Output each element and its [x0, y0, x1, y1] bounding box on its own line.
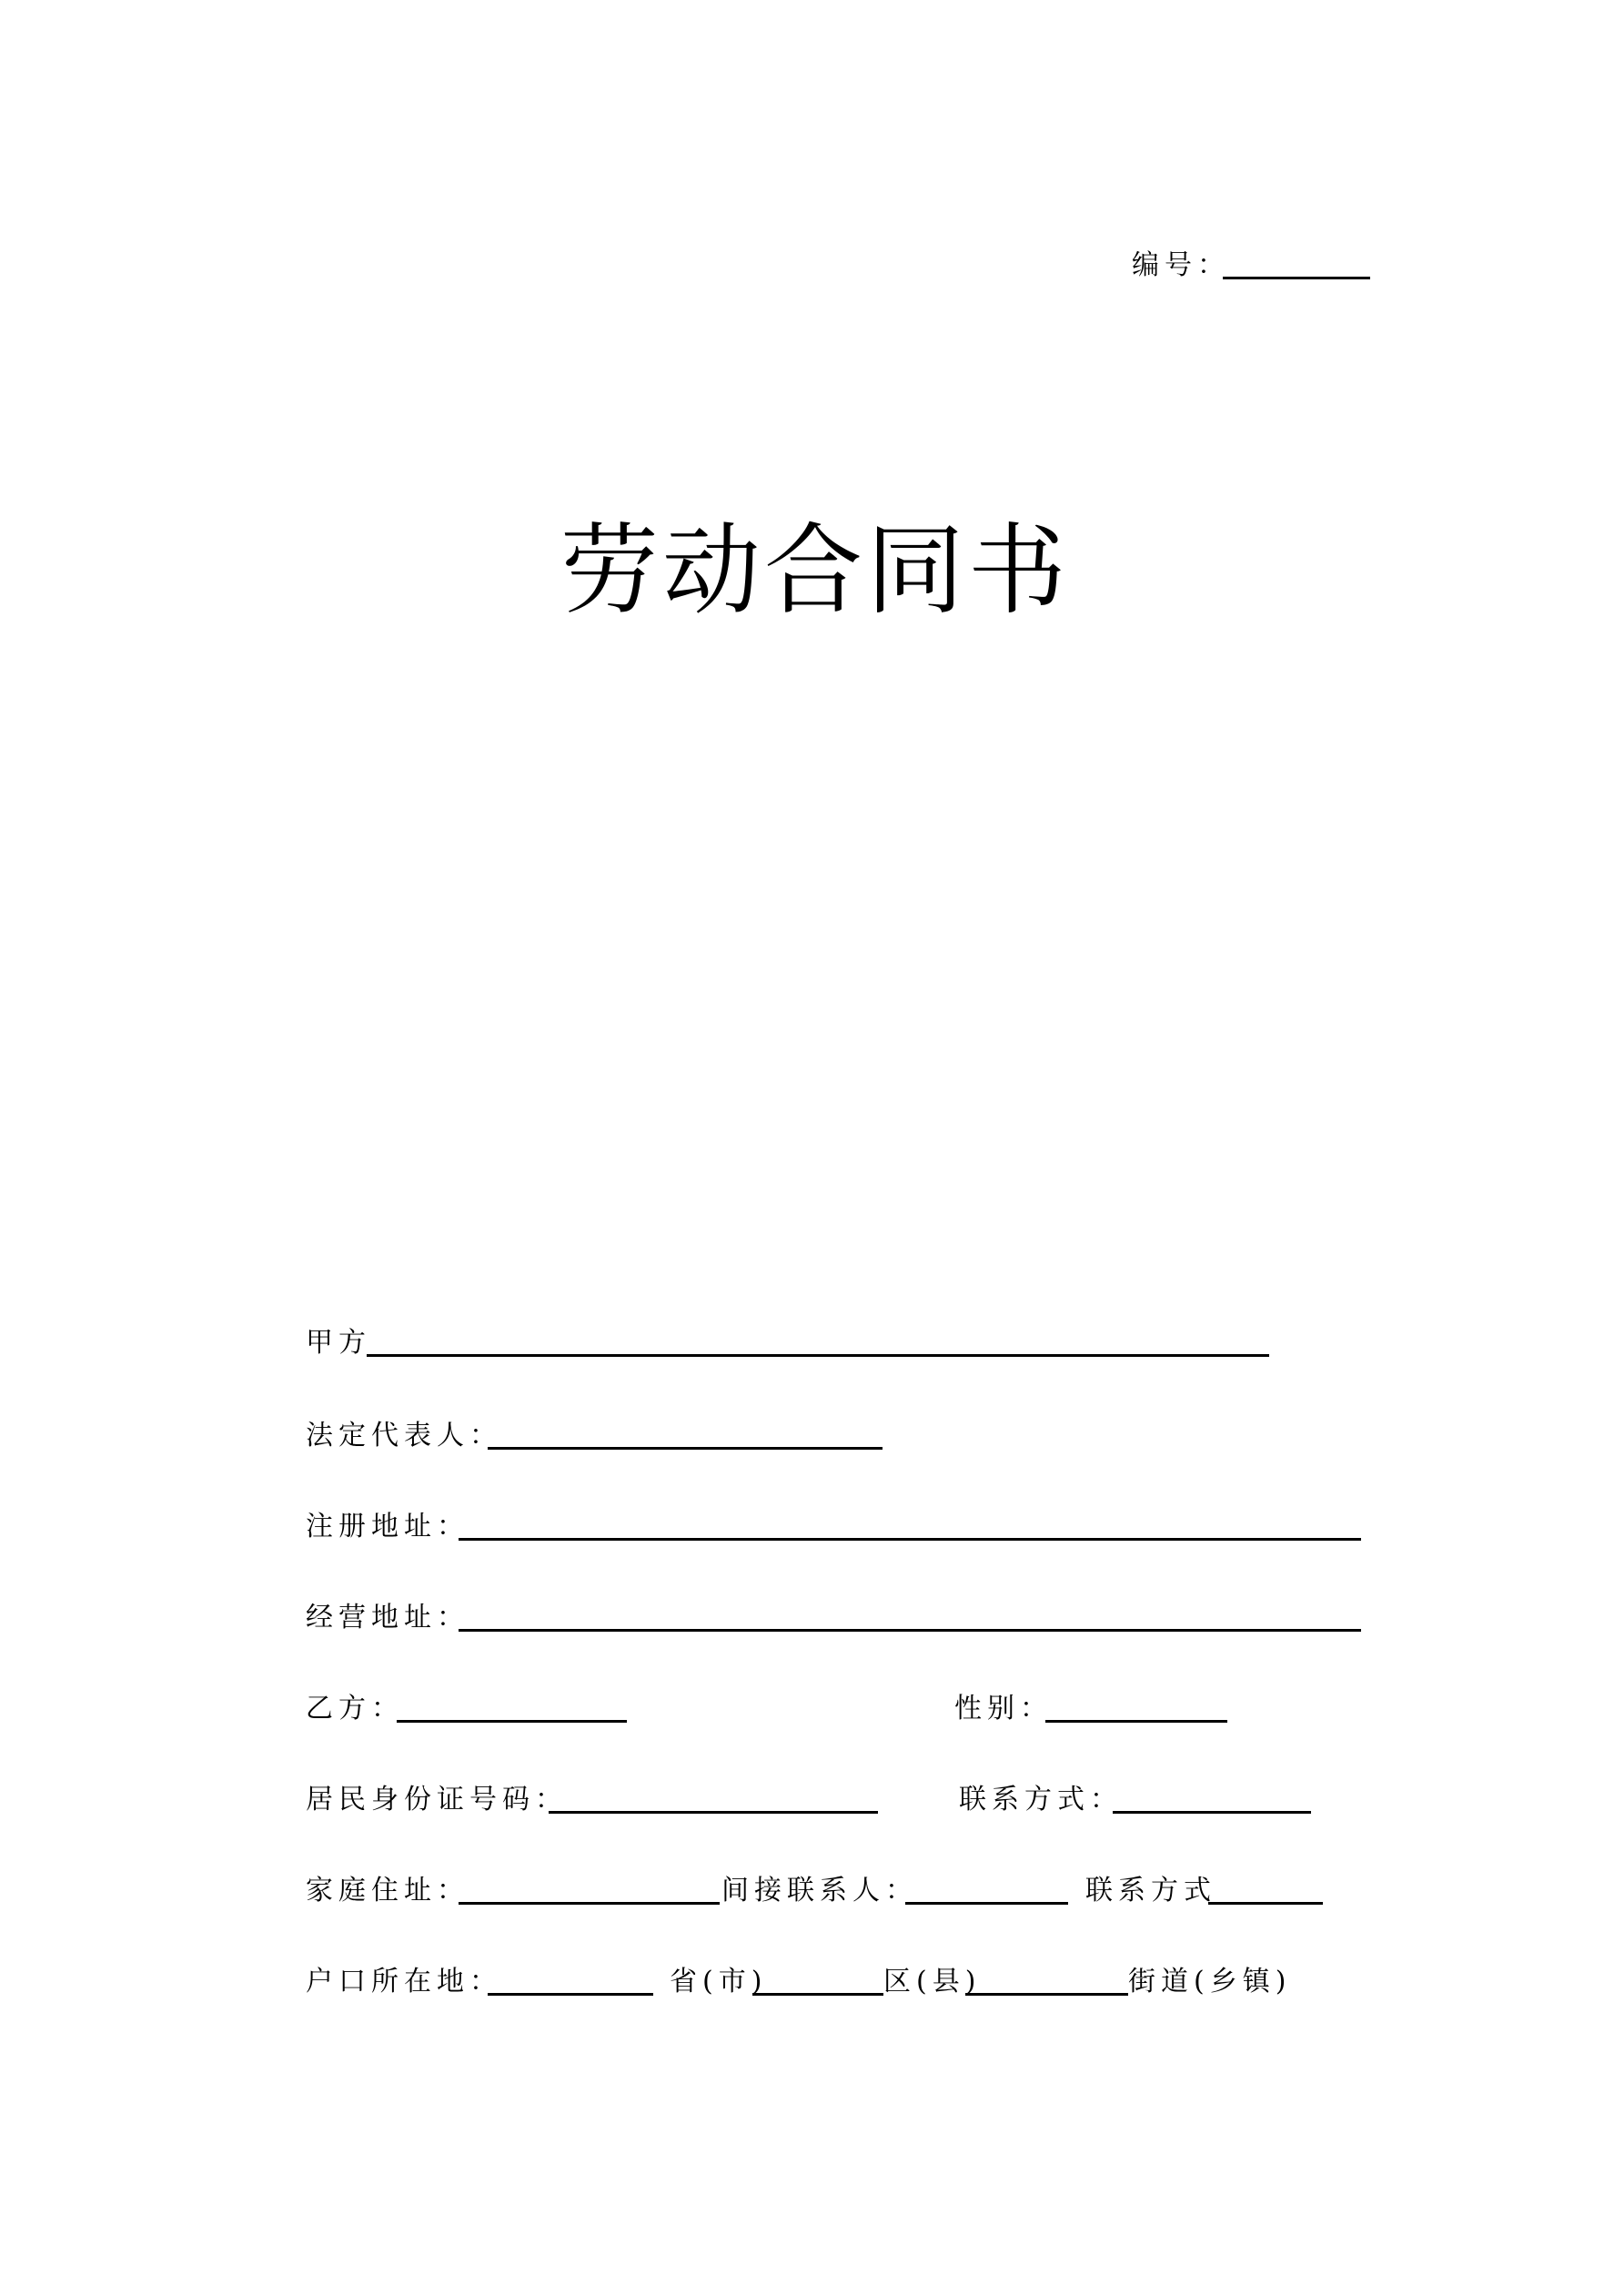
- contact-2-label: 联系方式: [1085, 1875, 1216, 1907]
- district-blank[interactable]: [965, 1993, 1128, 1996]
- gender-label: 性别：: [954, 1693, 1053, 1725]
- home-address-blank[interactable]: [459, 1902, 720, 1905]
- indirect-contact-label: 间接联系人：: [721, 1875, 918, 1907]
- hukou-blank[interactable]: [488, 1993, 653, 1996]
- indirect-contact-blank[interactable]: [905, 1902, 1068, 1905]
- contact-2-blank[interactable]: [1208, 1902, 1323, 1905]
- party-a-label: 甲方: [306, 1327, 371, 1359]
- reg-address-blank[interactable]: [459, 1538, 1361, 1541]
- gender-blank[interactable]: [1045, 1720, 1227, 1723]
- reg-address-label: 注册地址：: [306, 1511, 469, 1542]
- party-a-blank[interactable]: [367, 1354, 1269, 1357]
- biz-address-label: 经营地址：: [306, 1602, 469, 1633]
- hukou-label: 户口所在地：: [306, 1966, 502, 1998]
- id-number-blank[interactable]: [549, 1811, 878, 1814]
- home-address-label: 家庭住址：: [306, 1875, 469, 1907]
- province-blank[interactable]: [752, 1993, 883, 1996]
- id-number-label: 居民身份证号码：: [306, 1784, 568, 1816]
- contract-number-label: 编号：: [1132, 249, 1230, 281]
- party-b-blank[interactable]: [397, 1720, 627, 1723]
- district-label: 区(县): [883, 1966, 982, 1998]
- party-b-label: 乙方：: [306, 1693, 404, 1725]
- province-label: 省(市): [670, 1966, 768, 1998]
- legal-rep-label: 法定代表人：: [306, 1420, 502, 1451]
- page-title: 劳动合同书: [560, 514, 1071, 628]
- street-label: 街道(乡镇): [1128, 1966, 1292, 1998]
- contact-1-label: 联系方式：: [959, 1784, 1123, 1816]
- biz-address-blank[interactable]: [459, 1629, 1361, 1632]
- legal-rep-blank[interactable]: [488, 1447, 883, 1450]
- contract-number-blank[interactable]: [1223, 277, 1370, 279]
- contact-1-blank[interactable]: [1113, 1811, 1311, 1814]
